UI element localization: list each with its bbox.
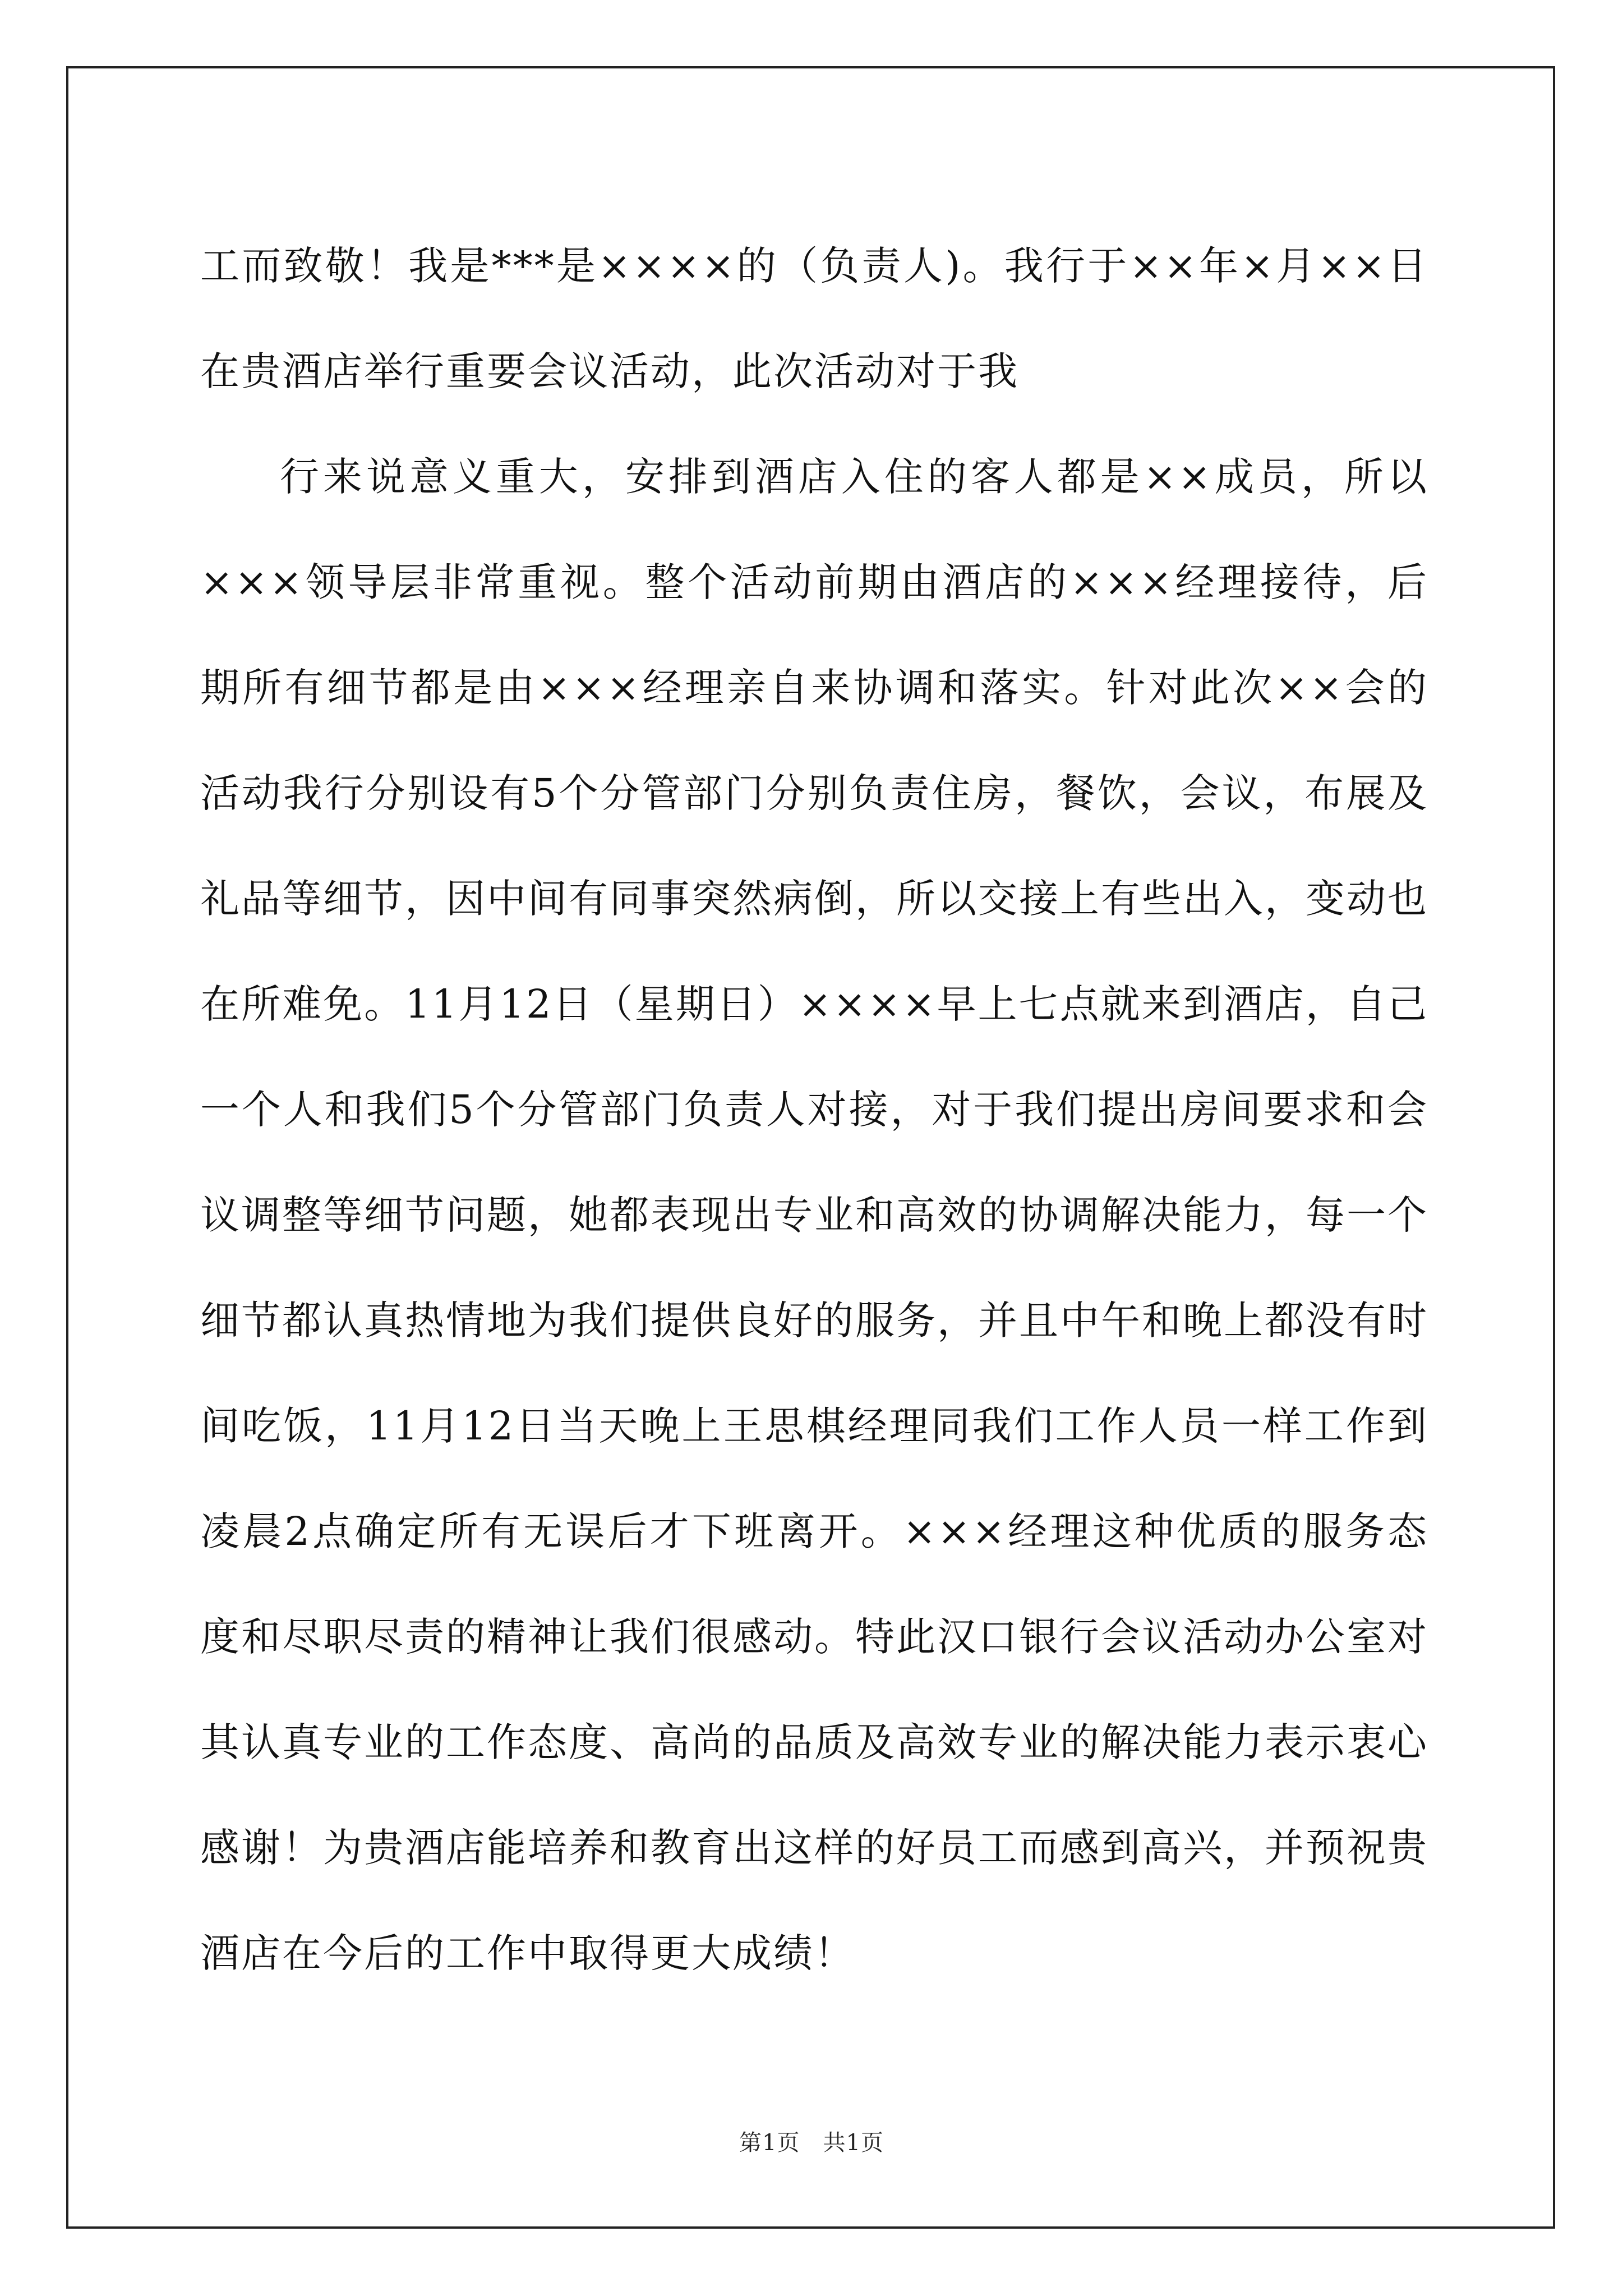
document-body	[200, 213, 1428, 2006]
paragraph-2: 行来说意义重大，安排到酒店入住的客人都是××成员，所以×××领导层非常重视。整个活动前期由酒店的×××经理接待，后期所有细节都是由×××经理亲自来协调和落实。针对此次××会的活动我行分别设有5个分管部门分别负责住房，餐饮，会议，布展及礼品等细节，因中间有同事突然病倒，所以交接上有些出入，变动也在所难免。11月12日（星期日）××××早上七点就来到酒店，自己一个人和我们5个分管部门负责人对接，对于我们提出房间要求和会议调整等细节问题，她都表现出专业和高效的协调解决能力，每一个细节都认真热情地为我们提供良好的服务，并且中午和晚上都没有时间吃饭，11月12日当天晚上王思棋经理同我们工作人员一样工作到凌晨2点确定所有无误后才下班离开。×××经理这种优质的服务态度和尽职尽责的精神让我们很感动。特此汉口银行会议活动办公室对其认真专业的工作态度、高尚的品质及高效专业的解决能力表示衷心感谢！为贵酒店能培养和教育出这样的好员工而感到高兴，并预祝贵酒店在今后的工作中取得更大成绩！	[200, 454, 1428, 1976]
paragraph-1: 工而致敬！我是***是××××的（负责人)。我行于××年×月××日在贵酒店举行重要会议活动，此次活动对于我	[200, 243, 1428, 394]
page-number-footer: 第1页 共1页	[739, 2130, 884, 2156]
